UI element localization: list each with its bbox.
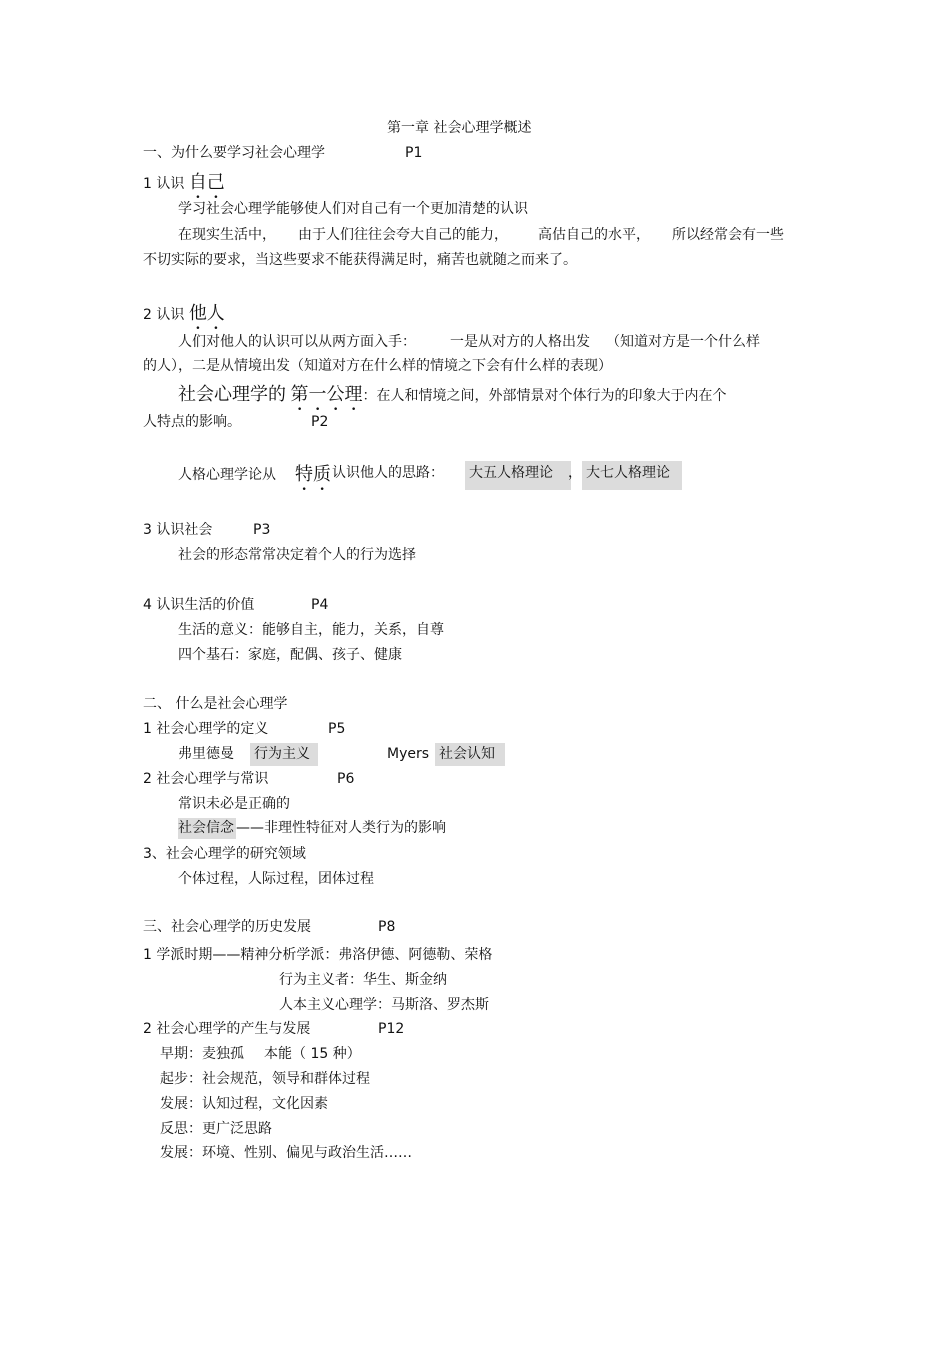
section-3-heading: 三、社会心理学的历史发展 (143, 919, 311, 935)
highlight-big-five: 大五人格理论 (465, 461, 571, 490)
paragraph-line (178, 228, 784, 242)
paragraph-line: 的人），二是从情境出发（知道对方在什么样的情境之下会有什么样的表现） (143, 358, 612, 374)
item-3-2: 2 社会心理学的产生与发展 (143, 1021, 311, 1037)
stage-line: 发展：环境、性别、偏见与政治生活…… (160, 1145, 412, 1161)
page-title: 第一章 社会心理学概述 (387, 120, 532, 136)
author-friedman: 弗里德曼 (178, 746, 234, 762)
text-run: 由于人们往往会夸大自己的能力， (298, 227, 508, 243)
text-run: 人格心理学论从 (178, 467, 276, 483)
item-1-1 (143, 172, 225, 203)
stage-line: 反思：更广泛思路 (160, 1121, 272, 1137)
page-ref: P6 (337, 771, 355, 787)
highlight-social-cognition: 社会认知 (435, 743, 505, 766)
text-run: 社会心理学的 (178, 384, 286, 405)
item-number: 2 认识 (143, 307, 185, 323)
school-line: 行为主义者：华生、斯金纳 (279, 972, 447, 988)
trait-line-intro (178, 468, 276, 482)
text-run: 在现实生活中， (178, 227, 276, 243)
item-1-3: 3 认识社会 (143, 522, 213, 538)
page-ref: P3 (253, 522, 271, 538)
item-1-4: 4 认识生活的价值 (143, 597, 255, 613)
paragraph: 常识未必是正确的 (178, 796, 290, 812)
author-myers: Myers (387, 746, 430, 762)
trait-line-post: 认识他人的思路： (332, 465, 444, 481)
text-run: （知道对方是一个什么样 (606, 334, 760, 350)
text-run: 人们对他人的认识可以从两方面入手： (178, 334, 416, 350)
belief-line (178, 821, 446, 835)
keyword: 他人 (188, 303, 225, 324)
item-2-3: 3、社会心理学的研究领域 (143, 846, 306, 862)
text-run: ：在人和情境之间，外部情景对个体行为的印象大于内在个 (362, 388, 727, 404)
paragraph: 个体过程，人际过程，团体过程 (178, 871, 374, 887)
section-2-heading: 二、 什么是社会心理学 (143, 696, 288, 712)
comma: ， (568, 465, 582, 481)
section-3-page: P8 (378, 919, 396, 935)
highlight-behaviorism: 行为主义 (250, 743, 318, 766)
paragraph: 四个基石：家庭，配偶、孩子、健康 (178, 647, 402, 663)
keyword: 自己 (188, 172, 225, 193)
section-1-heading: 一、为什么要学习社会心理学 (143, 145, 325, 161)
highlight-social-belief: 社会信念 (178, 818, 236, 839)
section-1-page: P1 (405, 145, 423, 161)
page-ref: P12 (378, 1021, 405, 1037)
keyword: 特质 (295, 464, 331, 485)
stage-line: 发展：认知过程，文化因素 (160, 1096, 328, 1112)
item-2-2: 2 社会心理学与常识 (143, 771, 269, 787)
paragraph-line: 不切实际的要求，当这些要求不能获得满足时，痛苦也就随之而来了。 (143, 252, 577, 268)
keyword: 第一公理 (290, 384, 363, 405)
item-1-2 (143, 303, 225, 334)
stage-line: 起步：社会规范，领导和群体过程 (160, 1071, 370, 1087)
paragraph-line (178, 335, 760, 349)
paragraph-line: 人特点的影响。 (143, 414, 241, 430)
item-number: 1 认识 (143, 176, 185, 192)
page-ref: P4 (311, 597, 329, 613)
item-2-1: 1 社会心理学的定义 (143, 721, 269, 737)
text-run: ——非理性特征对人类行为的影响 (236, 820, 446, 836)
text-run: 本能（ 15 种） (264, 1046, 361, 1062)
paragraph: 生活的意义：能够自主，能力，关系，自尊 (178, 622, 444, 638)
paragraph: 学习社会心理学能够使人们对自己有一个更加清楚的认识 (178, 201, 528, 217)
text-run: 一是从对方的人格出发 (450, 334, 590, 350)
text-run: 早期：麦独孤 (160, 1046, 244, 1062)
stage-line (160, 1047, 361, 1061)
highlight-big-seven: 大七人格理论 (582, 461, 682, 490)
text-run: 高估自己的水平， (538, 227, 650, 243)
item-3-1: 1 学派时期——精神分析学派：弗洛伊德、阿德勒、荣格 (143, 947, 493, 963)
trait-keyword (295, 464, 331, 495)
page-ref: P5 (328, 721, 346, 737)
axiom-line (178, 384, 726, 415)
paragraph: 社会的形态常常决定着个人的行为选择 (178, 547, 416, 563)
page-ref: P2 (311, 414, 329, 430)
school-line: 人本主义心理学：马斯洛、罗杰斯 (279, 997, 489, 1013)
text-run: 所以经常会有一些 (672, 227, 784, 243)
